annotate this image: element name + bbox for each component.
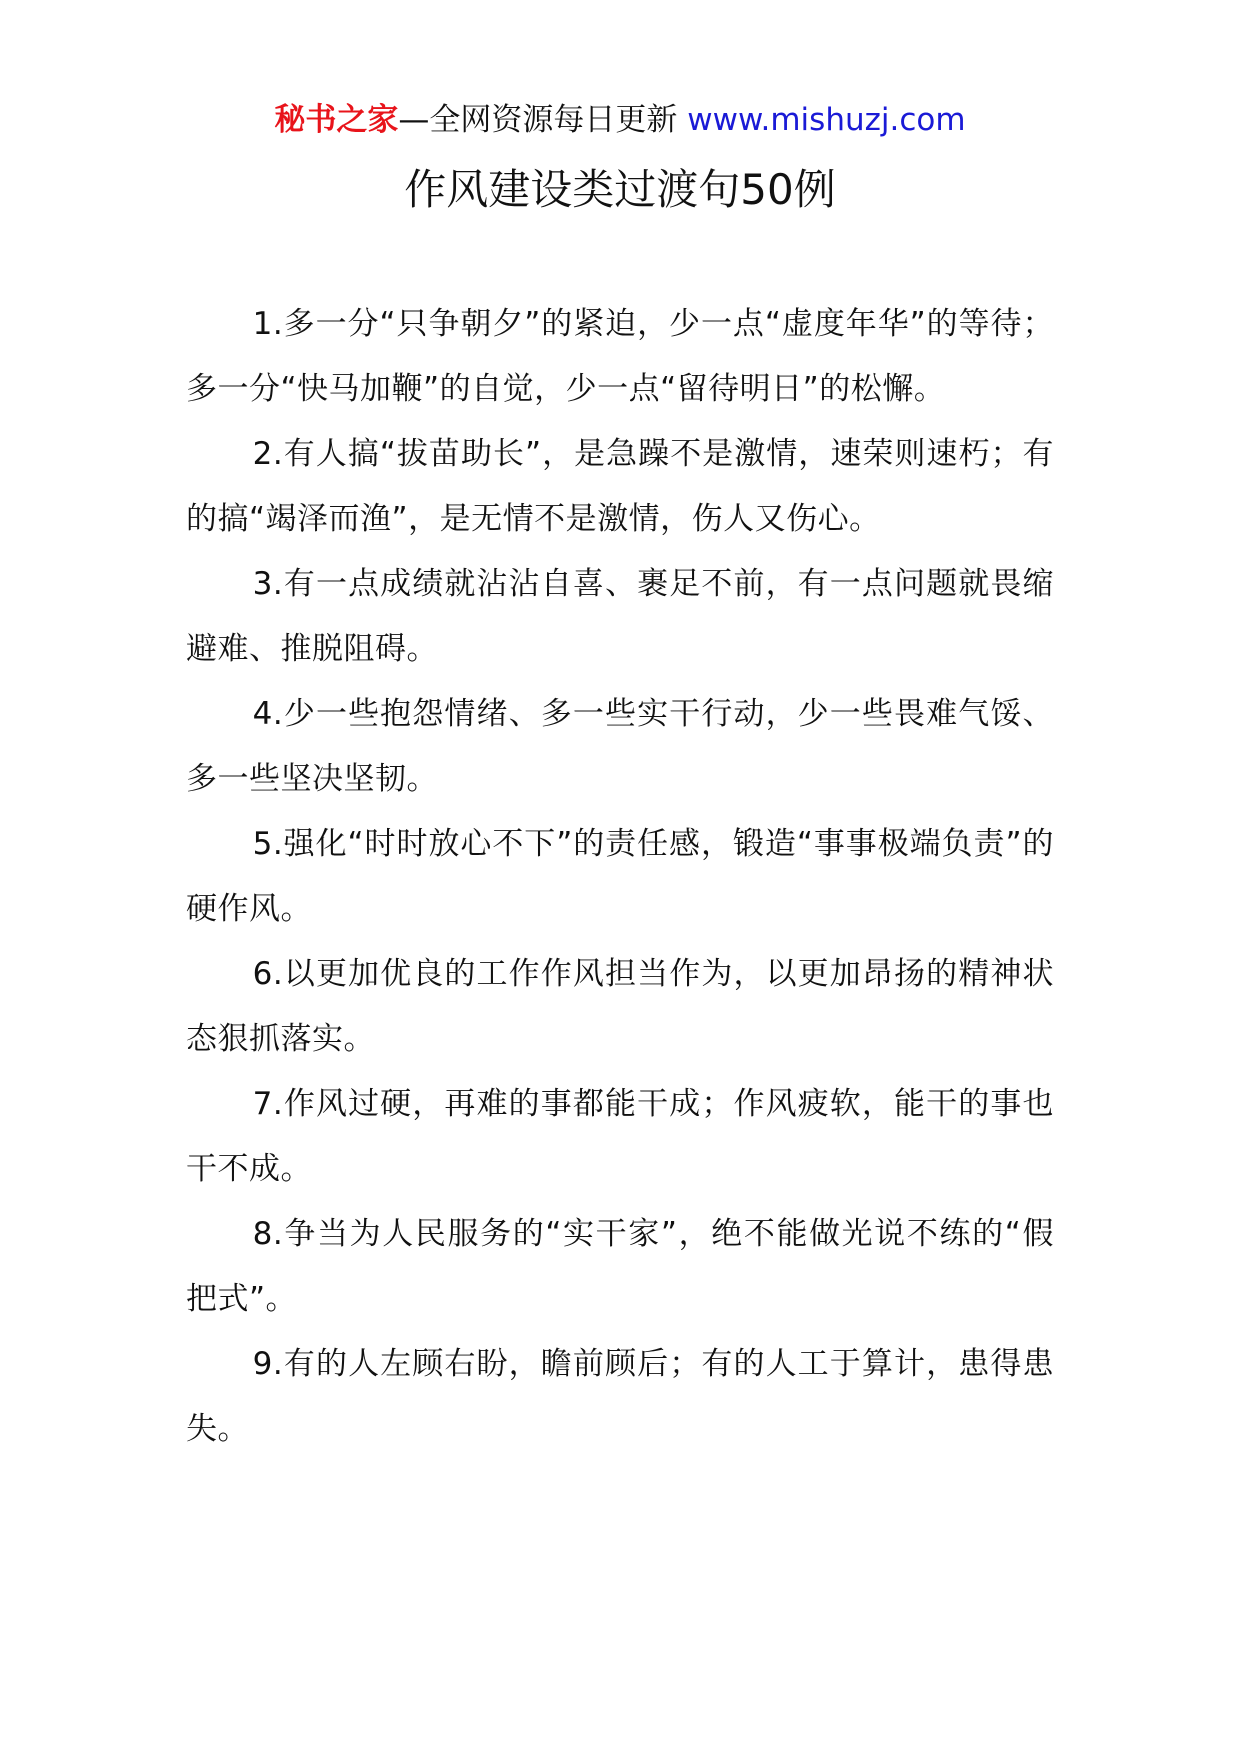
site-url-link[interactable]: www.mishuzj.com <box>687 102 966 138</box>
document-body <box>186 292 1054 1462</box>
list-item: 2.有人搞“拔苗助长”，是急躁不是激情，速荣则速朽；有的搞“竭泽而渔”，是无情不是激情，伤人又伤心。 <box>186 436 1054 537</box>
brand-name: 秘书之家 <box>274 102 399 138</box>
document-title: 作风建设类过渡句50例 <box>404 165 836 214</box>
header-tagline: —全网资源每日更新 <box>398 102 688 138</box>
list-item: 7.作风过硬，再难的事都能干成；作风疲软，能干的事也干不成。 <box>186 1086 1054 1187</box>
list-item: 8.争当为人民服务的“实干家”，绝不能做光说不练的“假把式”。 <box>186 1216 1054 1317</box>
list-item: 9.有的人左顾右盼，瞻前顾后；有的人工于算计，患得患失。 <box>186 1346 1054 1447</box>
list-item: 3.有一点成绩就沾沾自喜、裹足不前，有一点问题就畏缩避难、推脱阻碍。 <box>186 566 1054 667</box>
list-item: 4.少一些抱怨情绪、多一些实干行动，少一些畏难气馁、多一些坚决坚韧。 <box>186 696 1054 797</box>
site-header <box>0 100 1240 140</box>
list-item: 1.多一分“只争朝夕”的紧迫，少一点“虚度年华”的等待；多一分“快马加鞭”的自觉，少一点“留待明日”的松懈。 <box>186 306 1054 407</box>
list-item: 5.强化“时时放心不下”的责任感，锻造“事事极端负责”的硬作风。 <box>186 826 1054 927</box>
list-item: 6.以更加优良的工作作风担当作为，以更加昂扬的精神状态狠抓落实。 <box>186 956 1054 1057</box>
